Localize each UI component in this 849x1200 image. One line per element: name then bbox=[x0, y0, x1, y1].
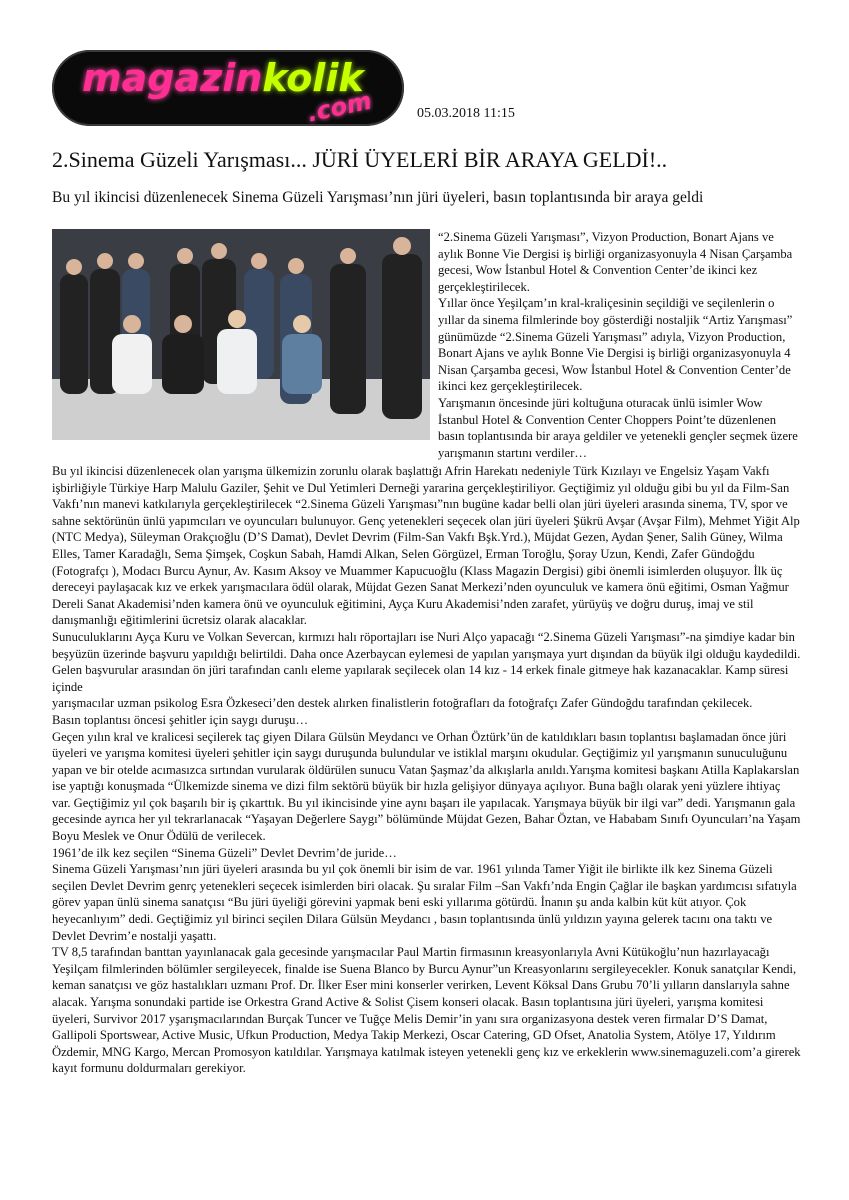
section-heading: Basın toplantısı öncesi şehitler için saygı duruşu… bbox=[52, 712, 309, 727]
publish-date: 05.03.2018 11:15 bbox=[417, 106, 515, 121]
body-paragraph: Sunuculuklarını Ayça Kuru ve Volkan Severcan, kırmızı halı röportajları ise Nuri Alço yapacağı “2.Sinema Güzeli Yarışması”-na şimdiye kadar bin beşyüzün üzerinde başvuru yapıldığı belirtildi. Daha once Azerbaycan eylemesi de yapılan yarışmaya yurt dışından da büyük ilgi olduğu kaydedildi. Gelen başvurular arasından ön jüri tarafından canlı eleme yapılarak seçilecek olan 14 kız - 14 erkek finale gitmeye hak kazanacaklar. Kamp süresi içinde bbox=[52, 629, 801, 694]
logo-text-kolik: kolik bbox=[262, 56, 364, 100]
intro-paragraph: Yıllar önce Yeşilçam’ın kral-kraliçesinin seçildiği ve seçilenlerin o yıllar da sinema filmlerinde boy gösterdiği nostaljik “Artiz Yarışması” günümüzde “2.Sinema Güzeli Yarışması” adıyla, Vizyon Production, Bonart Ajans ve aylık Bonne Vie Dergisi iş birliği organizasyonuyla 4 Nisan Çarşamba gecesi, Wow İstanbul Hotel & Convention Center’de ikinci kez gerçekleştirilecek. bbox=[438, 296, 793, 394]
body-paragraph: yarışmacılar uzman psikolog Esra Özkeseci’den destek alırken finalistlerin fotoğrafları da fotoğrafçı Zafer Gündoğdu tarafından çekilecek. bbox=[52, 696, 753, 711]
body-paragraph: Bu yıl ikincisi düzenlenecek olan yarışma ülkemizin zorunlu olarak başlattığı Afrin Harekatı nedeniyle Türk Kızılayı ve Engelsiz Yaşam Vakfı işbirliğiyle Türkiye Harp Malulu Gaziler, Şehit ve Dul Yetimleri Derneği yararina gerçekleştiriliyor. Geçtiğimiz yıl olduğu gibi bu yıl da Film-San Vakfı’nın manevi katkılarıyla gerçekleştirilecek “2.Sinema Güzeli Yarışması”nın bugüne kadar belli olan jüri üyeleri arasında sinema, TV, spor ve sahne sektörünün ünlü yapımcıları ve oyuncuları bulunuyor. Genç yetenekleri seçecek olan jüri üyeleri Şükrü Avşar (Avşar Film), Mehmet Yiğit Alp (NTC Medya), Süleyman Orakçıoğlu (D’S Damat), Devlet Devrim (Film-San Vakfı Bşk.Yrd.), Müjdat Gezen, Aydan Şener, Salih Güney, Wilma Elles, Tamer Karadağlı, Sema Şimşek, Coşkun Sabah, Hamdi Alkan, Selen Görgüzel, Erman Toroğlu, Şoray Uzun, Kendi, Zafer Gündoğdu (Fotografçı ), Modacı Burcu Aynur, Av. Kasım Aksoy ve Muammer Kapucuoğlu (Klass Magazin Dergisi) gibi önemli isimlerden oluşuyor. İlk üç dereceyi paylaşacak kız ve erkek yarışmacılara ödül olarak, Müjdat Gezen Sanat Merkezi’nden oyunculuk ve kamera önü eğitimi, Osman Yağmur Dereli Sanat Akademisi’nden kamera önü ve oyunculuk eğitimini, Ayça Kuru Akademisi’nden zarafet, yürüyüş ve doğru duruş, imaj ve stil danışmanlığı eğitimlerini ücretsiz olarak alacaklar. bbox=[52, 464, 800, 628]
group-photo-illustration bbox=[52, 229, 430, 440]
article-subtitle: Bu yıl ikincisi düzenlenecek Sinema Güzeli Yarışması’nın jüri üyeleri, basın toplantısında bir araya geldi bbox=[52, 189, 704, 206]
logo-text-magazin: magazin bbox=[82, 56, 263, 100]
section-heading: 1961’de ilk kez seçilen “Sinema Güzeli” Devlet Devrim’de juride… bbox=[52, 845, 397, 860]
intro-column bbox=[438, 229, 800, 461]
intro-paragraph: Yarışmanın öncesinde jüri koltuğuna oturacak ünlü isimler Wow İstanbul Hotel & Convention Center Choppers Point’te düzenlenen basın toplantısında bir araya geldiler ve yetenekli gençler seçmek üzere yarışmanın startını verdiler… bbox=[438, 395, 798, 460]
body-paragraph: TV 8,5 tarafından banttan yayınlanacak gala gecesinde yarışmacılar Paul Martin firmasının kreasyonlarıyla Avni Kütükoğlu’nun hazırlayacağı Yeşilçam filmlerinden bölümler sergileyecek, finalde ise Suena Blanco by Burcu Aynur”un Kreasyonlarını sergileyecekler. Konuk sanatçılar Kendi, keman sanatçısı ve göz hastalıkları uzmanı Prof. Dr. İlker Eser mini konserler verirken, Levent Köksal Dans Grubu 70’li yılların danslarıyla sahne alacak. Yarışma sonundaki partide ise Orkestra Grand Active & Solist Çisem konseri olacak. Basın toplantısına jüri üyeleri, yarışma komitesi üyeleri, Survivor 2017 yşarışmacılarından Burçak Tuncer ve Tuğçe Melis Demir’in yanı sıra organizasyona destek veren firmalar D’S Damat, Gallipoli Sportswear, Active Music, Ufkun Production, Medya Takip Merkezi, Oscar Catering, GD Ofset, Anatolia System, Atölye 17, Yıldırım Özdemir, MNG Kargo, Mercan Promosyon katıldılar. Yarışmaya katılmak isteyen yetenekli genç kız ve erkeklerin www.sinemaguzeli.com’a girerek kayıt formunu doldurmaları gerekiyor. bbox=[52, 945, 801, 1076]
logo-wordmark bbox=[82, 56, 364, 100]
press-conference-photo bbox=[52, 229, 430, 440]
body-paragraph: Sinema Güzeli Yarışması’nın jüri üyeleri arasında bu yıl çok önemli bir isim de var. 1961 yılında Tamer Yiğit ile birlikte ilk kez Sinema Güzeli seçilen Devlet Devrim genrç yetenekleri seçecek isimlerden biri olacak. Şu sıralar Film –San Vakfı’nda Engin Çağlar ile başkan yardımcısı sıfatıyla görev yapan ünlü sinema sanatçısı “Bu jüri üyeliği görevini yapmak beni eski yıllarıma götürdü. İnanın şu anda kalbin küt küt atıyor. Çok heyecanlıyım” dedi. Geçtiğimiz yıl birinci seçilen Dilara Gülsün Meydancı , basın toplantısında ünlü yıldızın yayına gelerek tacını ona taktı ve Devlet Devrim’e nostalji yaşattı. bbox=[52, 862, 797, 943]
intro-paragraph: “2.Sinema Güzeli Yarışması”, Vizyon Production, Bonart Ajans ve aylık Bonne Vie Dergisi iş birliği organizasyonuyla 4 Nisan Çarşamba gecesi, Wow İstanbul Hotel & Convention Center’de ikinci kez gerçekleştirilecek. bbox=[438, 230, 793, 294]
body-paragraph: Geçen yılın kral ve kralicesi seçilerek taç giyen Dilara Gülsün Meydancı ve Orhan Öztürk’ün de katıldıkları basın toplantısı başlamadan önce jüri üyeleri ve yarışma komitesi üyeleri şehitler için saygı duruşunda bulundular ve istiklal marşını okudular. Geçtiğimiz yıl yarışmanın sunuculuğunu yapan ve bir otelde acımasızca sırtından vurularak öldürülen sunucu Vatan Şaşmaz’da alkışlarla anıldı.Yarışma komitesi başkanı Atilla Kaplakarslan ise yaptığı konuşmada “Ülkemizde sinema ve dizi film sektörü büyük bir hızla gelişiyor dünyaya açılıyor. Buna bağlı olarak yeni yüzlere ihtiyaç var. Geçtiğimiz yıl çok başarılı bir iş çıkarttık. Bu yıl ikincisinde yine aynı başarı ile yapılacak. Yarışmaya büyük bir ilgi var” dedi. Yarışmanın gala gecesinde ayrıca her yıl tekrarlanacak “Yaşayan Değerlere Saygı” bölümünde Müjdat Gezen, Bahar Öztan, ve Hababam Sınıfı Oyuncuları’na Yaşam Boyu Meslek ve Onur Ödülü de verilecek. bbox=[52, 729, 801, 844]
article-body bbox=[52, 463, 802, 1077]
logo-text-com: .com bbox=[304, 86, 375, 128]
article-title: 2.Sinema Güzeli Yarışması... JÜRİ ÜYELERİ BİR ARAYA GELDİ!.. bbox=[52, 147, 668, 172]
